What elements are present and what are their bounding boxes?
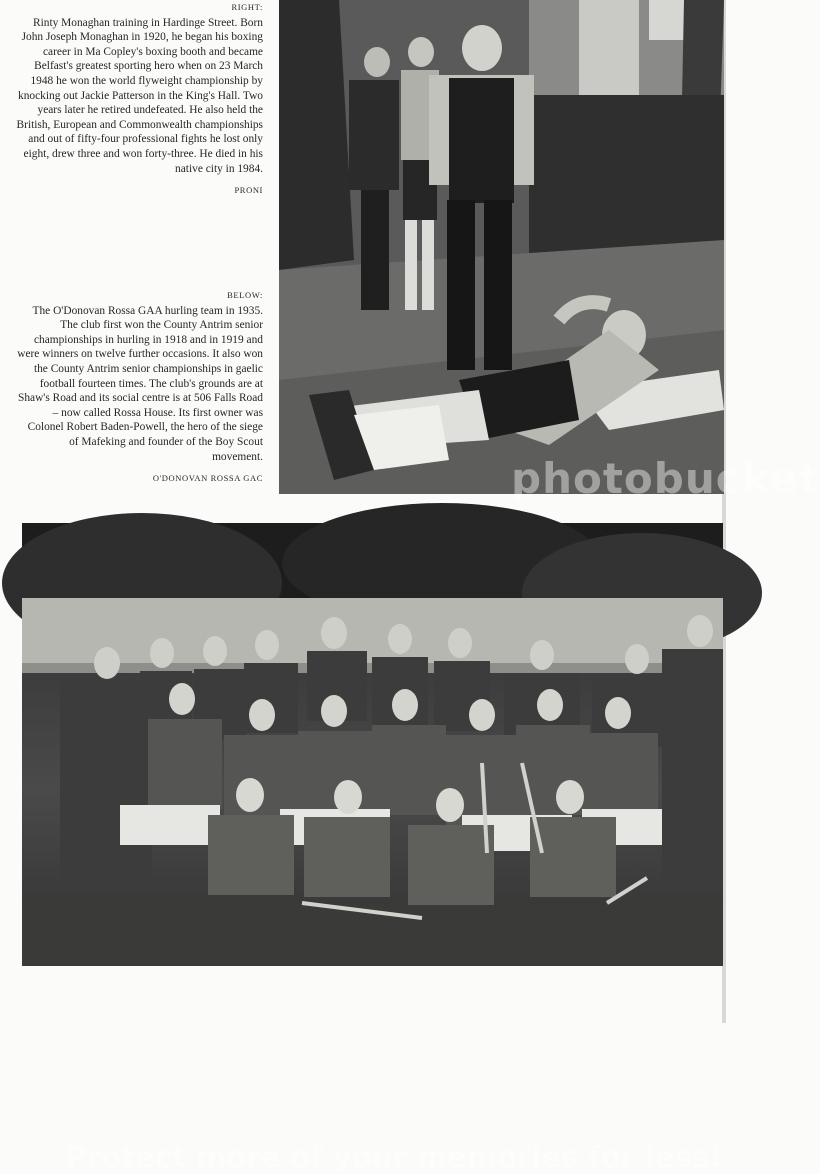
boxer-photo-illustration <box>279 0 724 494</box>
watermark-slogan: Protect more of your memories for less! <box>66 1140 723 1174</box>
caption-label: BELOW: <box>227 290 263 300</box>
photo-credit: O'DONOVAN ROSSA GAC <box>152 473 263 484</box>
hurling-team-photo <box>22 523 723 1174</box>
caption-boxer <box>16 0 263 198</box>
caption-text: The O'Donovan Rossa GAA hurling team in 1935. The club first won the County Antrim senior championships in hurling in 1918 and in 1919 and were winners on twelve further occasions. It also won the County Antrim senior championships in gaelic football fourteen times. The club's grounds are at Shaw's Road and its social centre is at 506 Falls Road – now called Rossa House. Its first owner was Colonel Robert Baden-Powell, the hero of the siege of Mafeking and founder of the Boy Scout movement. <box>17 304 263 463</box>
team-photo-illustration <box>22 523 723 966</box>
caption-label: RIGHT: <box>231 2 263 12</box>
caption-hurling-team <box>16 288 263 486</box>
photo-credit: PRONI <box>234 185 263 196</box>
boxer-training-photo <box>279 0 820 503</box>
caption-text: Rinty Monaghan training in Hardinge Street. Born John Joseph Monaghan in 1920, he began his boxing career in Ma Copley's boxing booth and became Belfast's greatest sporting hero when on 23 March 1948 he won the world flyweight championship by knocking out Jackie Patterson in the King's Hall. Two years later he retired undefeated. He also held the British, European and Commonwealth championships and out of fifty-four professional fights he lost only eight, drew three and won forty-three. He died in his native city in 1984. <box>16 16 263 175</box>
watermark-brand: photobucket <box>511 454 820 503</box>
